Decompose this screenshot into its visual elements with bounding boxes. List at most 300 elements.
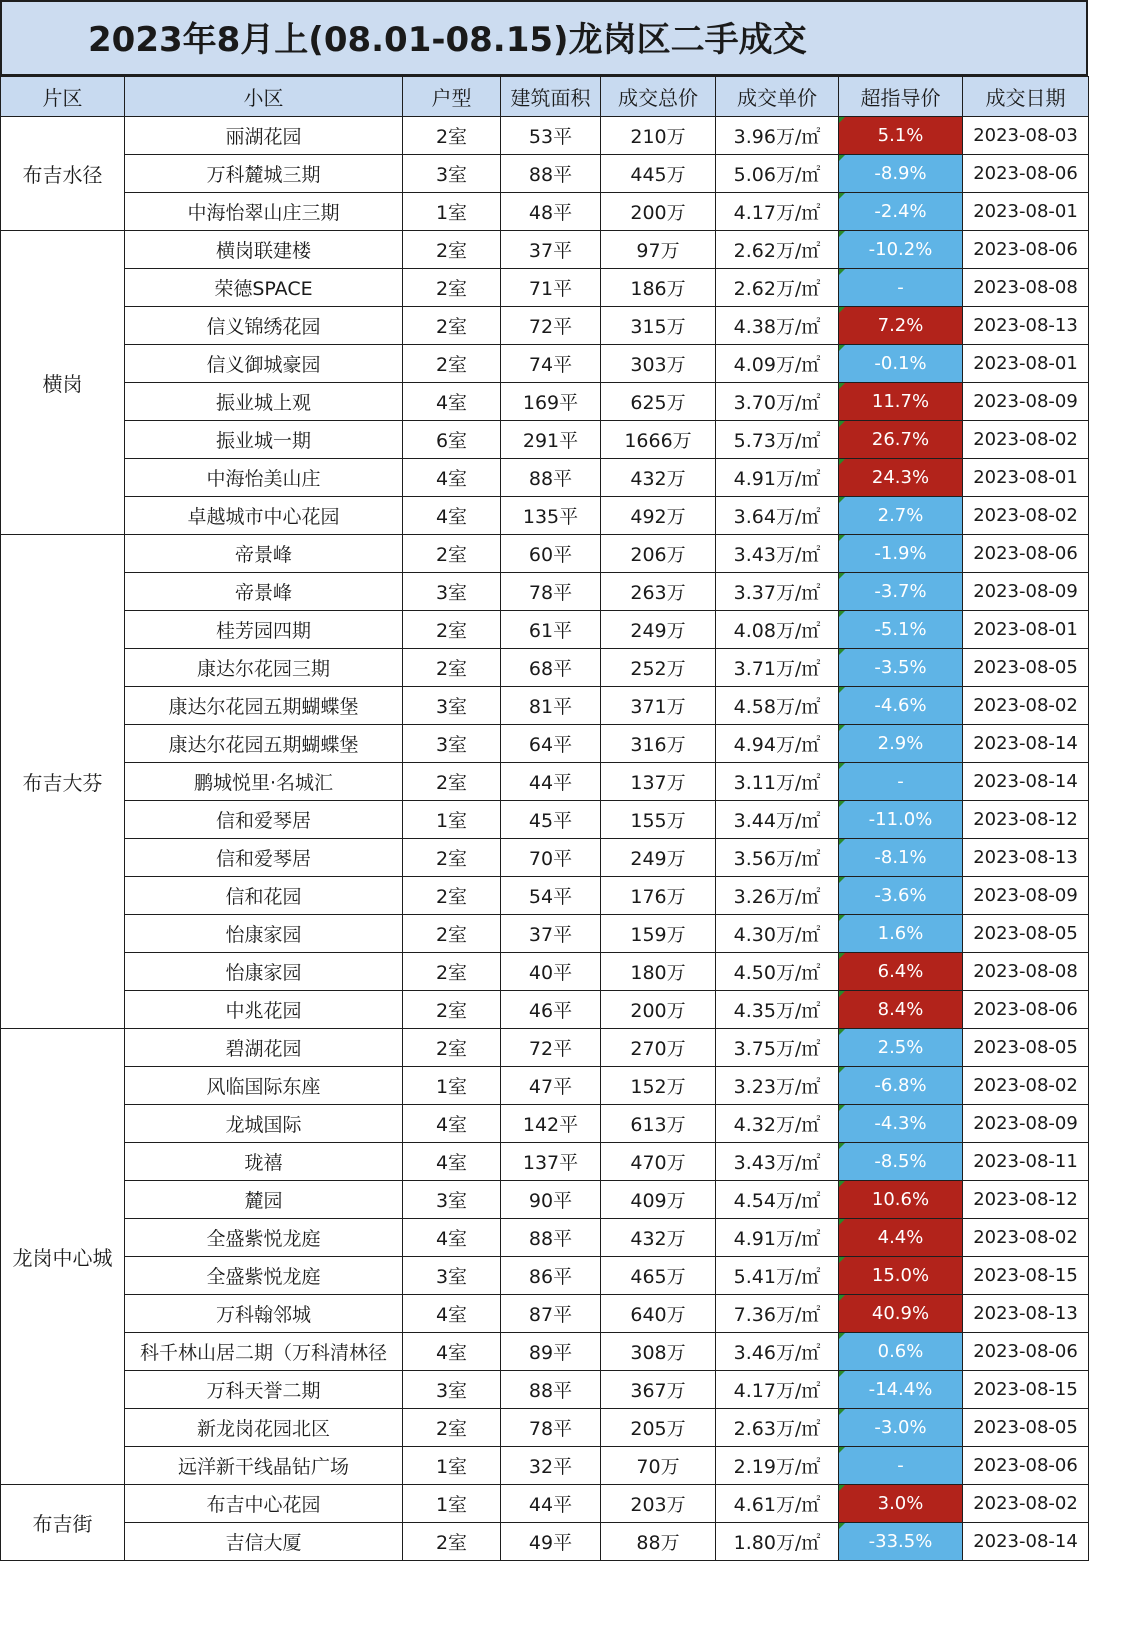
deal-date-cell: 2023-08-06 [963,231,1089,269]
layout-cell: 1室 [403,1067,501,1105]
header-row [1,77,1089,117]
layout-cell: 2室 [403,611,501,649]
community-cell: 碧湖花园 [125,1029,403,1067]
table-row [1,421,1089,459]
table-row [1,155,1089,193]
deal-date-cell: 2023-08-02 [963,687,1089,725]
table-body [1,117,1089,1561]
total-price-cell: 613万 [601,1105,716,1143]
community-cell: 康达尔花园五期蝴蝶堡 [125,687,403,725]
total-price-cell: 249万 [601,611,716,649]
above-guide-cell: 26.7% [839,421,963,459]
unit-price-cell: 4.30万/㎡ [716,915,839,953]
above-guide-cell: -5.1% [839,611,963,649]
area-cell: 72平 [501,307,601,345]
layout-cell: 2室 [403,117,501,155]
layout-cell: 2室 [403,649,501,687]
area-cell: 89平 [501,1333,601,1371]
layout-cell: 4室 [403,1143,501,1181]
community-cell: 信和爱琴居 [125,801,403,839]
unit-price-cell: 4.35万/㎡ [716,991,839,1029]
unit-price-cell: 4.50万/㎡ [716,953,839,991]
above-guide-cell: 2.5% [839,1029,963,1067]
layout-cell: 1室 [403,801,501,839]
community-cell: 横岗联建楼 [125,231,403,269]
area-cell: 90平 [501,1181,601,1219]
total-price-cell: 186万 [601,269,716,307]
area-cell: 88平 [501,1371,601,1409]
layout-cell: 2室 [403,307,501,345]
total-price-cell: 180万 [601,953,716,991]
layout-cell: 2室 [403,763,501,801]
layout-cell: 4室 [403,383,501,421]
table-row [1,649,1089,687]
unit-price-cell: 3.43万/㎡ [716,1143,839,1181]
community-cell: 万科麓城三期 [125,155,403,193]
total-price-cell: 203万 [601,1485,716,1523]
table-row [1,573,1089,611]
area-cell: 53平 [501,117,601,155]
above-guide-cell: - [839,1447,963,1485]
layout-cell: 2室 [403,1409,501,1447]
table-row [1,497,1089,535]
table-row [1,687,1089,725]
table-row [1,611,1089,649]
layout-cell: 4室 [403,1333,501,1371]
area-cell: 74平 [501,345,601,383]
unit-price-cell: 2.62万/㎡ [716,231,839,269]
total-price-cell: 445万 [601,155,716,193]
community-cell: 万科翰邻城 [125,1295,403,1333]
header-above-guide: 超指导价 [839,77,963,117]
layout-cell: 2室 [403,345,501,383]
table-row [1,535,1089,573]
above-guide-cell: 4.4% [839,1219,963,1257]
total-price-cell: 252万 [601,649,716,687]
total-price-cell: 249万 [601,839,716,877]
unit-price-cell: 3.11万/㎡ [716,763,839,801]
area-cell: 32平 [501,1447,601,1485]
area-cell: 45平 [501,801,601,839]
layout-cell: 2室 [403,1523,501,1561]
unit-price-cell: 3.44万/㎡ [716,801,839,839]
above-guide-cell: 5.1% [839,117,963,155]
above-guide-cell: -3.5% [839,649,963,687]
table-row [1,915,1089,953]
community-cell: 龙城国际 [125,1105,403,1143]
layout-cell: 3室 [403,725,501,763]
layout-cell: 2室 [403,535,501,573]
total-price-cell: 492万 [601,497,716,535]
total-price-cell: 625万 [601,383,716,421]
deal-date-cell: 2023-08-15 [963,1371,1089,1409]
total-price-cell: 152万 [601,1067,716,1105]
layout-cell: 4室 [403,1219,501,1257]
above-guide-cell: 40.9% [839,1295,963,1333]
deal-date-cell: 2023-08-05 [963,1409,1089,1447]
total-price-cell: 70万 [601,1447,716,1485]
area-cell: 60平 [501,535,601,573]
total-price-cell: 316万 [601,725,716,763]
area-cell: 87平 [501,1295,601,1333]
deal-date-cell: 2023-08-02 [963,1219,1089,1257]
above-guide-cell: -4.6% [839,687,963,725]
above-guide-cell: -8.5% [839,1143,963,1181]
table-row [1,1409,1089,1447]
community-cell: 信义锦绣花园 [125,307,403,345]
community-cell: 荣德SPACE [125,269,403,307]
layout-cell: 2室 [403,915,501,953]
district-cell: 横岗 [1,231,125,535]
table-row [1,307,1089,345]
unit-price-cell: 7.36万/㎡ [716,1295,839,1333]
area-cell: 49平 [501,1523,601,1561]
community-cell: 丽湖花园 [125,117,403,155]
layout-cell: 3室 [403,1371,501,1409]
above-guide-cell: -6.8% [839,1067,963,1105]
total-price-cell: 137万 [601,763,716,801]
above-guide-cell: -14.4% [839,1371,963,1409]
community-cell: 信和花园 [125,877,403,915]
community-cell: 桂芳园四期 [125,611,403,649]
deal-date-cell: 2023-08-12 [963,1181,1089,1219]
community-cell: 怡康家园 [125,953,403,991]
header-layout: 户型 [403,77,501,117]
table-row [1,839,1089,877]
community-cell: 振业城上观 [125,383,403,421]
layout-cell: 1室 [403,1485,501,1523]
table-row [1,1181,1089,1219]
unit-price-cell: 4.61万/㎡ [716,1485,839,1523]
table-row [1,1333,1089,1371]
unit-price-cell: 4.91万/㎡ [716,459,839,497]
unit-price-cell: 4.58万/㎡ [716,687,839,725]
community-cell: 鹏城悦里·名城汇 [125,763,403,801]
deal-date-cell: 2023-08-13 [963,839,1089,877]
deal-date-cell: 2023-08-09 [963,1105,1089,1143]
unit-price-cell: 3.26万/㎡ [716,877,839,915]
header-unit-price: 成交单价 [716,77,839,117]
table-row [1,459,1089,497]
above-guide-cell: - [839,269,963,307]
deal-date-cell: 2023-08-01 [963,345,1089,383]
unit-price-cell: 4.38万/㎡ [716,307,839,345]
deal-date-cell: 2023-08-01 [963,459,1089,497]
unit-price-cell: 3.37万/㎡ [716,573,839,611]
page-title: 2023年8月上(08.01-08.15)龙岗区二手成交 [0,0,1088,76]
unit-price-cell: 1.80万/㎡ [716,1523,839,1561]
area-cell: 68平 [501,649,601,687]
total-price-cell: 155万 [601,801,716,839]
table-header [1,77,1089,117]
community-cell: 中海怡翠山庄三期 [125,193,403,231]
total-price-cell: 409万 [601,1181,716,1219]
above-guide-cell: -3.7% [839,573,963,611]
community-cell: 全盛紫悦龙庭 [125,1257,403,1295]
table-row [1,953,1089,991]
table-row [1,1447,1089,1485]
district-cell: 龙岗中心城 [1,1029,125,1485]
community-cell: 帝景峰 [125,573,403,611]
area-cell: 70平 [501,839,601,877]
layout-cell: 2室 [403,269,501,307]
community-cell: 康达尔花园三期 [125,649,403,687]
deal-date-cell: 2023-08-14 [963,763,1089,801]
deal-date-cell: 2023-08-02 [963,497,1089,535]
community-cell: 中海怡美山庄 [125,459,403,497]
total-price-cell: 263万 [601,573,716,611]
deal-date-cell: 2023-08-05 [963,915,1089,953]
community-cell: 卓越城市中心花园 [125,497,403,535]
total-price-cell: 308万 [601,1333,716,1371]
community-cell: 康达尔花园五期蝴蝶堡 [125,725,403,763]
deal-date-cell: 2023-08-02 [963,421,1089,459]
above-guide-cell: -11.0% [839,801,963,839]
area-cell: 88平 [501,459,601,497]
area-cell: 88平 [501,1219,601,1257]
above-guide-cell: 3.0% [839,1485,963,1523]
header-community: 小区 [125,77,403,117]
unit-price-cell: 2.63万/㎡ [716,1409,839,1447]
deal-date-cell: 2023-08-03 [963,117,1089,155]
above-guide-cell: 10.6% [839,1181,963,1219]
total-price-cell: 270万 [601,1029,716,1067]
table-row [1,725,1089,763]
total-price-cell: 303万 [601,345,716,383]
layout-cell: 2室 [403,877,501,915]
area-cell: 37平 [501,915,601,953]
layout-cell: 2室 [403,991,501,1029]
table-row [1,763,1089,801]
table-row [1,1143,1089,1181]
total-price-cell: 1666万 [601,421,716,459]
total-price-cell: 371万 [601,687,716,725]
deal-table [0,76,1089,1561]
community-cell: 信和爱琴居 [125,839,403,877]
layout-cell: 3室 [403,1181,501,1219]
total-price-cell: 176万 [601,877,716,915]
unit-price-cell: 3.46万/㎡ [716,1333,839,1371]
district-cell: 布吉水径 [1,117,125,231]
area-cell: 37平 [501,231,601,269]
table-row [1,1485,1089,1523]
table-row [1,1105,1089,1143]
total-price-cell: 432万 [601,459,716,497]
total-price-cell: 159万 [601,915,716,953]
deal-date-cell: 2023-08-02 [963,1485,1089,1523]
layout-cell: 2室 [403,839,501,877]
deal-date-cell: 2023-08-09 [963,383,1089,421]
unit-price-cell: 5.73万/㎡ [716,421,839,459]
district-cell: 布吉街 [1,1485,125,1561]
community-cell: 怡康家园 [125,915,403,953]
area-cell: 78平 [501,1409,601,1447]
above-guide-cell: 1.6% [839,915,963,953]
area-cell: 142平 [501,1105,601,1143]
total-price-cell: 315万 [601,307,716,345]
header-deal-date: 成交日期 [963,77,1089,117]
deal-date-cell: 2023-08-08 [963,269,1089,307]
above-guide-cell: -3.6% [839,877,963,915]
deal-date-cell: 2023-08-06 [963,155,1089,193]
community-cell: 远洋新干线晶钻广场 [125,1447,403,1485]
area-cell: 61平 [501,611,601,649]
above-guide-cell: - [839,763,963,801]
unit-price-cell: 4.17万/㎡ [716,1371,839,1409]
area-cell: 86平 [501,1257,601,1295]
area-cell: 47平 [501,1067,601,1105]
total-price-cell: 97万 [601,231,716,269]
unit-price-cell: 5.41万/㎡ [716,1257,839,1295]
unit-price-cell: 3.43万/㎡ [716,535,839,573]
unit-price-cell: 4.91万/㎡ [716,1219,839,1257]
above-guide-cell: 2.9% [839,725,963,763]
total-price-cell: 640万 [601,1295,716,1333]
unit-price-cell: 4.94万/㎡ [716,725,839,763]
total-price-cell: 367万 [601,1371,716,1409]
deal-date-cell: 2023-08-12 [963,801,1089,839]
layout-cell: 1室 [403,1447,501,1485]
community-cell: 全盛紫悦龙庭 [125,1219,403,1257]
table-row [1,877,1089,915]
unit-price-cell: 3.23万/㎡ [716,1067,839,1105]
above-guide-cell: 6.4% [839,953,963,991]
total-price-cell: 465万 [601,1257,716,1295]
area-cell: 44平 [501,763,601,801]
layout-cell: 4室 [403,459,501,497]
area-cell: 88平 [501,155,601,193]
table-row [1,1523,1089,1561]
community-cell: 风临国际东座 [125,1067,403,1105]
area-cell: 72平 [501,1029,601,1067]
deal-date-cell: 2023-08-06 [963,1447,1089,1485]
table-row [1,1257,1089,1295]
total-price-cell: 88万 [601,1523,716,1561]
unit-price-cell: 2.62万/㎡ [716,269,839,307]
area-cell: 54平 [501,877,601,915]
table-row [1,383,1089,421]
layout-cell: 2室 [403,231,501,269]
table-row [1,231,1089,269]
total-price-cell: 205万 [601,1409,716,1447]
total-price-cell: 206万 [601,535,716,573]
community-cell: 新龙岗花园北区 [125,1409,403,1447]
table-row [1,193,1089,231]
total-price-cell: 200万 [601,193,716,231]
above-guide-cell: 7.2% [839,307,963,345]
deal-date-cell: 2023-08-01 [963,193,1089,231]
table-row [1,1029,1089,1067]
area-cell: 48平 [501,193,601,231]
layout-cell: 6室 [403,421,501,459]
table-row [1,117,1089,155]
layout-cell: 1室 [403,193,501,231]
area-cell: 64平 [501,725,601,763]
deal-date-cell: 2023-08-06 [963,535,1089,573]
unit-price-cell: 4.32万/㎡ [716,1105,839,1143]
deal-date-cell: 2023-08-05 [963,1029,1089,1067]
above-guide-cell: 11.7% [839,383,963,421]
layout-cell: 3室 [403,687,501,725]
community-cell: 中兆花园 [125,991,403,1029]
area-cell: 71平 [501,269,601,307]
community-cell: 万科天誉二期 [125,1371,403,1409]
unit-price-cell: 3.75万/㎡ [716,1029,839,1067]
above-guide-cell: -3.0% [839,1409,963,1447]
above-guide-cell: -2.4% [839,193,963,231]
area-cell: 46平 [501,991,601,1029]
layout-cell: 3室 [403,1257,501,1295]
layout-cell: 4室 [403,497,501,535]
deal-date-cell: 2023-08-13 [963,307,1089,345]
above-guide-cell: -8.1% [839,839,963,877]
above-guide-cell: -1.9% [839,535,963,573]
total-price-cell: 200万 [601,991,716,1029]
unit-price-cell: 4.17万/㎡ [716,193,839,231]
unit-price-cell: 2.19万/㎡ [716,1447,839,1485]
above-guide-cell: 0.6% [839,1333,963,1371]
deal-date-cell: 2023-08-06 [963,1333,1089,1371]
above-guide-cell: -4.3% [839,1105,963,1143]
unit-price-cell: 3.71万/㎡ [716,649,839,687]
above-guide-cell: 24.3% [839,459,963,497]
layout-cell: 3室 [403,573,501,611]
unit-price-cell: 4.09万/㎡ [716,345,839,383]
deal-date-cell: 2023-08-15 [963,1257,1089,1295]
deal-date-cell: 2023-08-06 [963,991,1089,1029]
table-row [1,991,1089,1029]
table-row [1,345,1089,383]
area-cell: 137平 [501,1143,601,1181]
district-cell: 布吉大芬 [1,535,125,1029]
total-price-cell: 432万 [601,1219,716,1257]
deal-date-cell: 2023-08-14 [963,725,1089,763]
community-cell: 振业城一期 [125,421,403,459]
community-cell: 布吉中心花园 [125,1485,403,1523]
layout-cell: 3室 [403,155,501,193]
header-area: 建筑面积 [501,77,601,117]
unit-price-cell: 3.70万/㎡ [716,383,839,421]
unit-price-cell: 5.06万/㎡ [716,155,839,193]
above-guide-cell: 8.4% [839,991,963,1029]
deal-date-cell: 2023-08-14 [963,1523,1089,1561]
community-cell: 帝景峰 [125,535,403,573]
area-cell: 291平 [501,421,601,459]
table-row [1,1219,1089,1257]
table-row [1,1295,1089,1333]
area-cell: 78平 [501,573,601,611]
area-cell: 169平 [501,383,601,421]
community-cell: 吉信大厦 [125,1523,403,1561]
deal-date-cell: 2023-08-02 [963,1067,1089,1105]
above-guide-cell: 15.0% [839,1257,963,1295]
area-cell: 135平 [501,497,601,535]
table-row [1,1067,1089,1105]
above-guide-cell: -10.2% [839,231,963,269]
deal-date-cell: 2023-08-05 [963,649,1089,687]
community-cell: 信义御城豪园 [125,345,403,383]
header-district: 片区 [1,77,125,117]
layout-cell: 4室 [403,1295,501,1333]
deal-date-cell: 2023-08-11 [963,1143,1089,1181]
area-cell: 81平 [501,687,601,725]
unit-price-cell: 3.56万/㎡ [716,839,839,877]
area-cell: 40平 [501,953,601,991]
above-guide-cell: -0.1% [839,345,963,383]
deal-date-cell: 2023-08-08 [963,953,1089,991]
above-guide-cell: -8.9% [839,155,963,193]
community-cell: 麓园 [125,1181,403,1219]
